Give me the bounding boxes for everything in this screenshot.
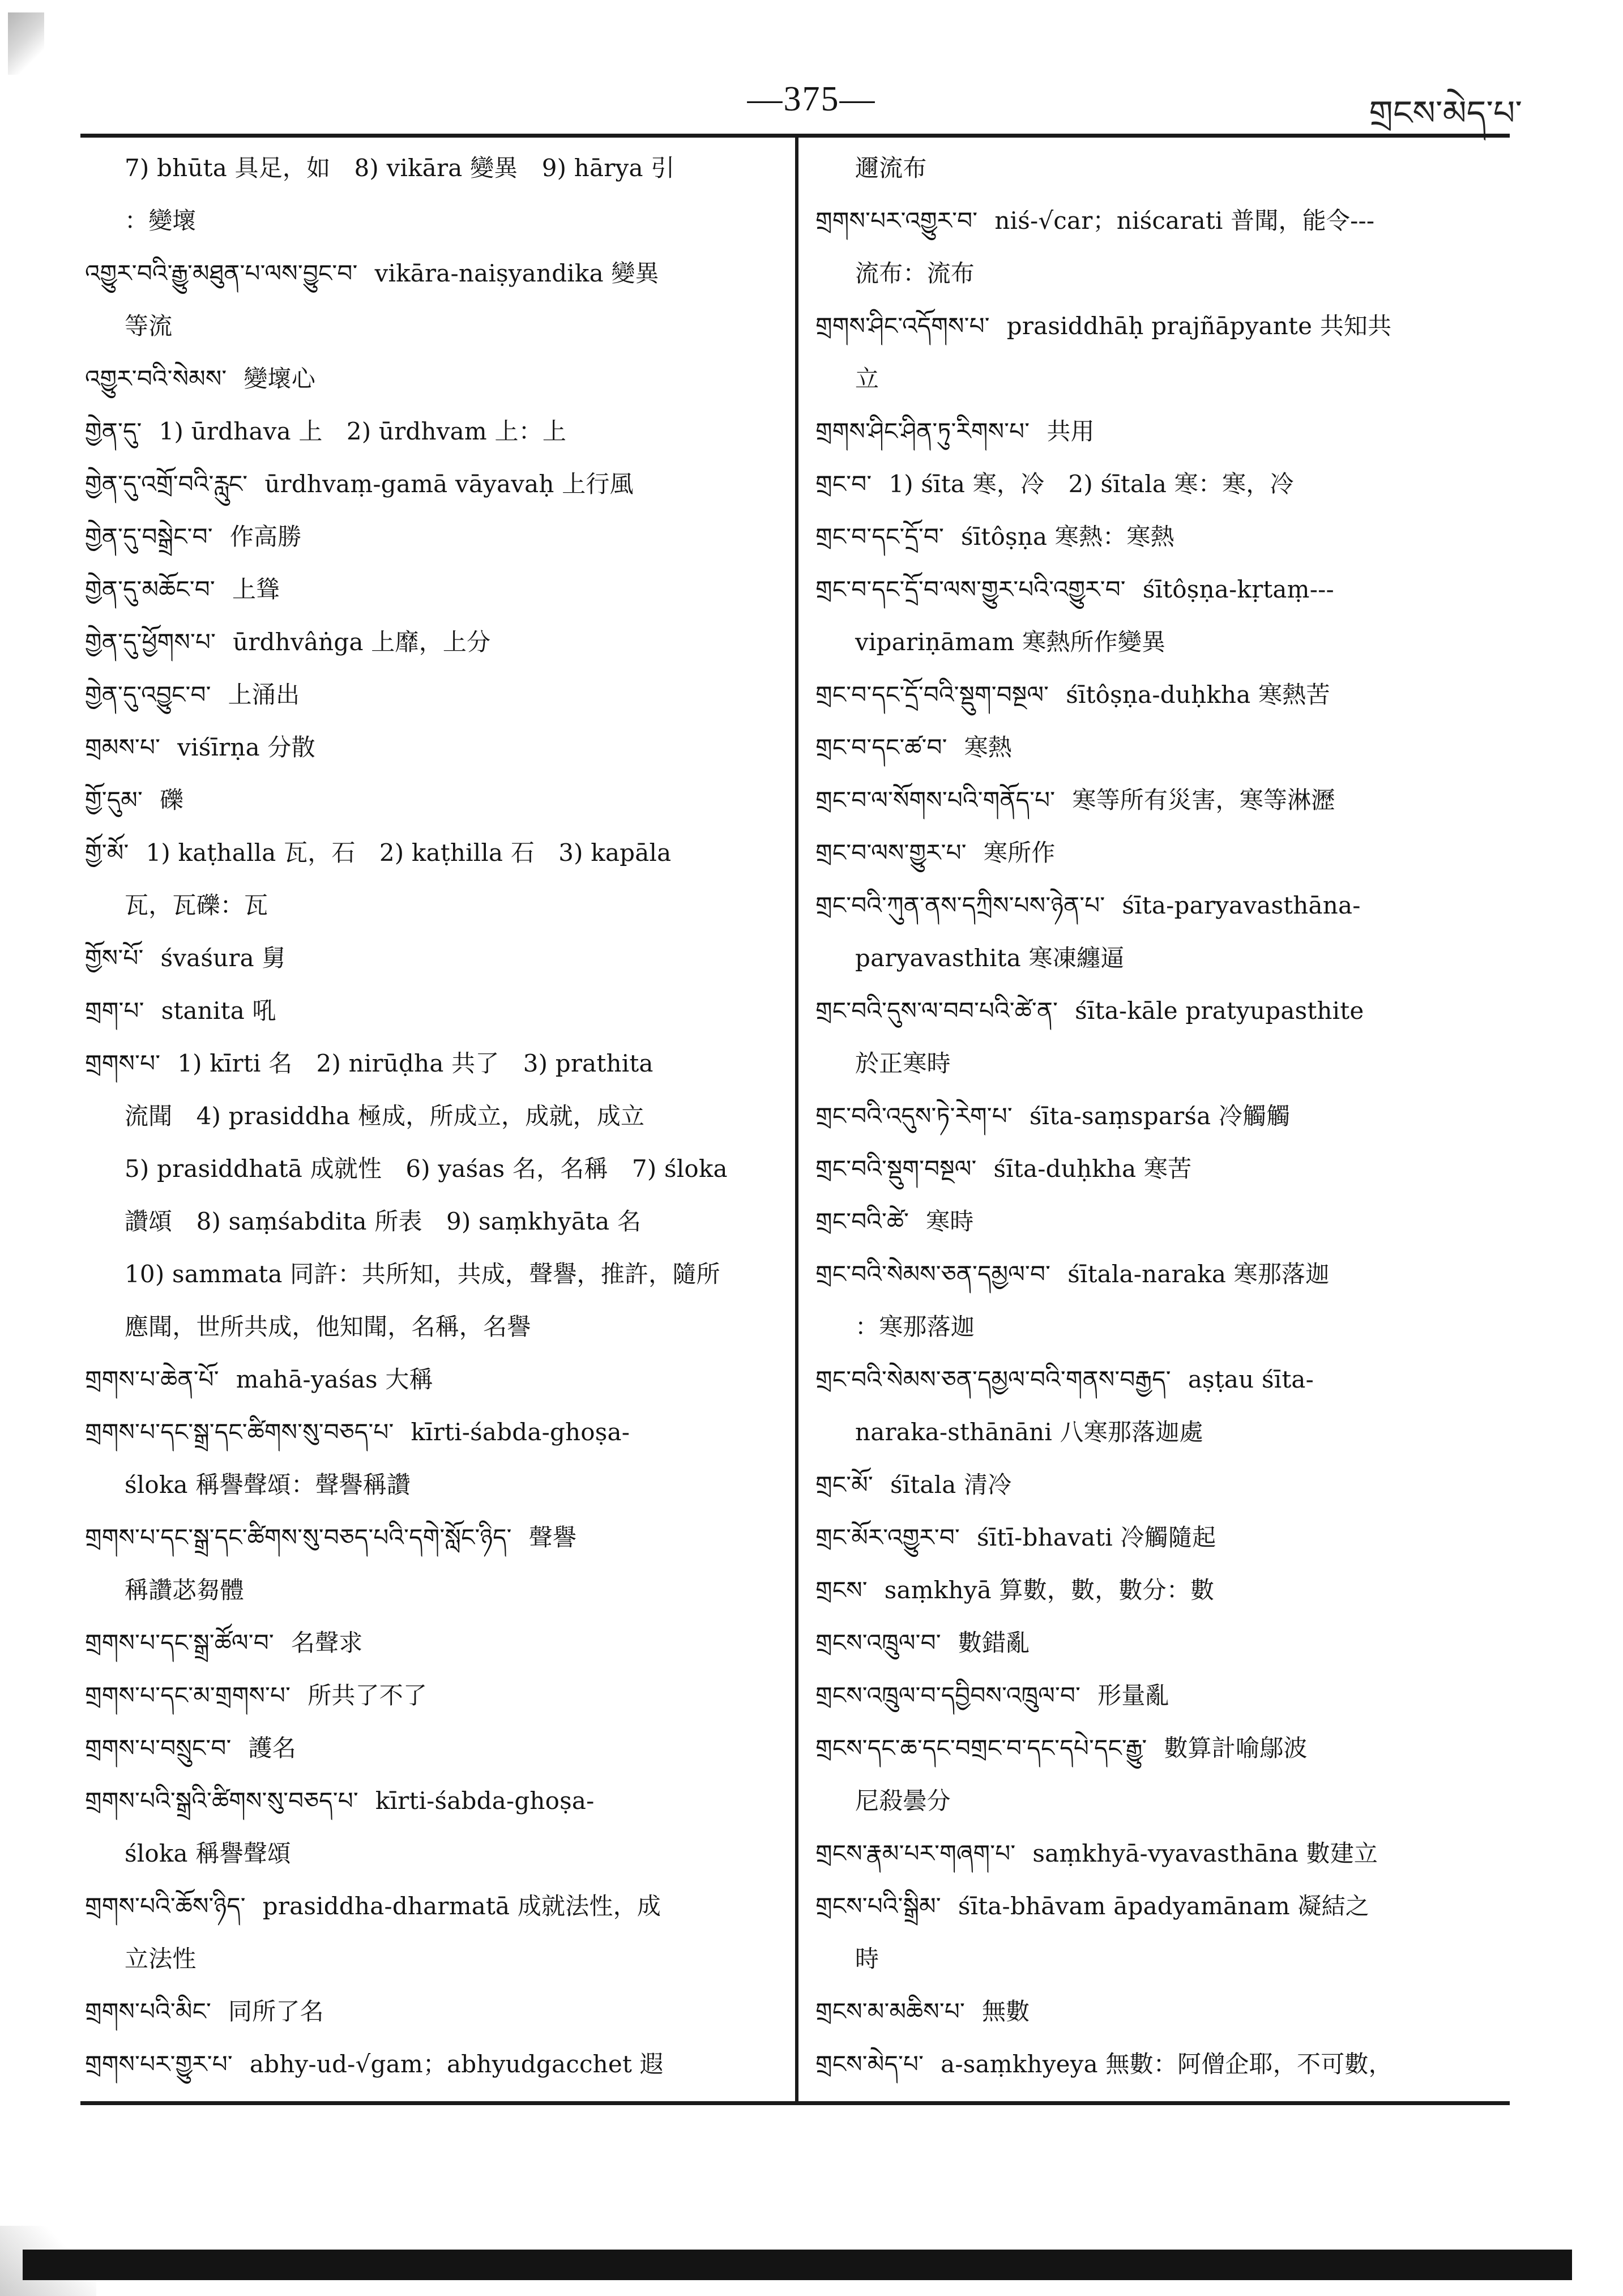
left-column (85, 142, 781, 2096)
entry-gloss: abhy-ud-√gam；abhyudgacchet 遐 (249, 2050, 664, 2078)
entry-gloss: 共用 (1047, 417, 1095, 445)
dictionary-entry (815, 1985, 1518, 2038)
dictionary-entry (85, 984, 781, 1037)
entry-gloss: 寒等所有災害，寒等淋瀝 (1072, 786, 1335, 814)
entry-continuation (85, 1458, 781, 1511)
tibetan-headword: གྲང་བ་དང་དྲོ་བ་ (815, 523, 945, 550)
entry-gloss: kīrti-śabda-ghoṣa- (411, 1418, 630, 1446)
entry-continuation (815, 247, 1518, 300)
entry-gloss: 應聞，世所共成，他知聞，名稱，名譽 (125, 1313, 531, 1341)
dictionary-entry (85, 1774, 781, 1827)
tibetan-headword: གྲང་བའི་སེམས་ཅན་དམྱལ་བ་ (815, 1260, 1051, 1288)
entry-gloss: śīta-bhāvam āpadyamānam 凝結之 (958, 1892, 1370, 1920)
dictionary-entry (85, 458, 781, 510)
tibetan-headword: གྲང་བའི་ཚེ་ (815, 1207, 909, 1235)
tibetan-headword: གྲང་བ་དང་དྲོ་བའི་སྡུག་བསྔལ་ (815, 681, 1049, 709)
column-divider (795, 137, 798, 2102)
dictionary-entry (85, 352, 781, 405)
entry-gloss: prasiddha-dharmatā 成就法性，成 (262, 1892, 661, 1920)
dictionary-entry (815, 1458, 1518, 1511)
tibetan-headword: གྲངས་མ་མཆིས་པ་ (815, 1998, 965, 2025)
entry-gloss: stanita 吼 (161, 997, 276, 1025)
entry-gloss: 邇流布 (855, 154, 927, 182)
entry-continuation (815, 142, 1518, 194)
tibetan-headword: གྲང་བ་དང་དྲོ་བ་ལས་གྱུར་པའི་འགྱུར་བ་ (815, 575, 1126, 603)
entry-gloss: 數算計喻鄔波 (1164, 1734, 1308, 1762)
dictionary-entry (815, 458, 1518, 510)
entry-gloss: śvaśura 舅 (160, 944, 286, 972)
tibetan-headword: གྱེན་དུ་མཆོང་བ་ (85, 575, 215, 603)
entry-gloss: śīta-saṃsparśa 冷觸觸 (1029, 1102, 1291, 1130)
tibetan-headword: གྱེན་དུ་བསྒྲེང་བ་ (85, 523, 213, 550)
tibetan-headword: གྲགས་པར་འགྱུར་བ་ (815, 207, 978, 234)
entry-continuation (85, 142, 781, 194)
entry-continuation (815, 1774, 1518, 1827)
entry-gloss: aṣṭau śīta- (1188, 1365, 1314, 1393)
entry-gloss: 7) bhūta 具足，如 8) vikāra 變異 9) hārya 引 (125, 154, 675, 182)
tibetan-headword: གྱེན་དུ་ཕྱོགས་པ་ (85, 628, 216, 656)
tibetan-headword: གྲགས་པའི་ཆོས་ཉིད་ (85, 1892, 246, 1920)
dictionary-entry (85, 1985, 781, 2038)
dictionary-entry (85, 1669, 781, 1722)
entry-gloss: 寒時 (926, 1207, 974, 1235)
tibetan-headword: གྲང་བའི་སྡུག་བསྔལ་ (815, 1155, 977, 1183)
entry-gloss: śīta-duḥkha 寒苦 (993, 1155, 1192, 1183)
entry-gloss: 1) ūrdhava 上 2) ūrdhvam 上：上 (159, 417, 567, 445)
entry-continuation (815, 1037, 1518, 1090)
tibetan-headword: གྲགས་ཤིང་འདོགས་པ་ (815, 312, 990, 340)
entry-gloss: a-saṃkhyeya 無數：阿僧企耶，不可數， (941, 2050, 1393, 2078)
dictionary-entry (85, 826, 781, 879)
tibetan-headword: གྲངས་འཁྲུལ་བ་ (815, 1629, 941, 1657)
entry-gloss: vipariṇāmam 寒熱所作變異 (855, 628, 1166, 656)
bottom-rule (80, 2101, 1510, 2105)
entry-gloss: ：變壞 (125, 207, 197, 234)
entry-continuation (85, 1932, 781, 1985)
entry-gloss: 寒熱 (964, 733, 1013, 761)
dictionary-entry (815, 405, 1518, 458)
dictionary-entry (85, 1880, 781, 1932)
tibetan-headword: གྲགས་ཤིང་ཤིན་ཏུ་རིགས་པ་ (815, 417, 1030, 445)
running-head: གྲངས་མེད་པ་ (1369, 93, 1522, 133)
entry-gloss: 流布：流布 (855, 259, 975, 287)
entry-continuation (815, 352, 1518, 405)
entry-gloss: paryavasthita 寒凍纏逼 (855, 944, 1125, 972)
dictionary-entry (815, 194, 1518, 247)
entry-continuation (85, 1827, 781, 1880)
entry-continuation (815, 1932, 1518, 1985)
entry-gloss: 等流 (125, 312, 173, 340)
entry-gloss: 讚頌 8) saṃśabdita 所表 9) saṃkhyāta 名 (125, 1207, 642, 1235)
entry-continuation (85, 1564, 781, 1616)
entry-gloss: 護名 (248, 1734, 296, 1762)
tibetan-headword: གྲངས་ (815, 1576, 868, 1604)
tibetan-headword: གྲགས་པ་ (85, 1049, 161, 1077)
entry-continuation (815, 616, 1518, 668)
dictionary-entry (815, 1722, 1518, 1774)
entry-gloss: 形量亂 (1097, 1682, 1169, 1709)
tibetan-headword: གྱོ་མོ་ (85, 839, 129, 867)
dictionary-entry (815, 563, 1518, 616)
tibetan-headword: གྲགས་པ་ཆེན་པོ་ (85, 1365, 219, 1393)
entry-gloss: 於正寒時 (855, 1049, 951, 1077)
tibetan-headword: གྱོས་པོ་ (85, 944, 144, 972)
entry-gloss: 數錯亂 (958, 1629, 1030, 1657)
tibetan-headword: གྲང་བའི་སེམས་ཅན་དམྱལ་བའི་གནས་བརྒྱད་ (815, 1365, 1171, 1393)
tibetan-headword: གྲགས་པའི་སྒྲའི་ཚིགས་སུ་བཅད་པ་ (85, 1787, 358, 1815)
entry-continuation (85, 1090, 781, 1142)
dictionary-entry (815, 1142, 1518, 1195)
entry-continuation (85, 1195, 781, 1248)
entry-gloss: 時 (855, 1945, 879, 1973)
tibetan-headword: གྲགས་པ་བསྲུང་བ་ (85, 1734, 232, 1762)
entry-continuation (85, 194, 781, 247)
entry-gloss: 瓦，瓦礫：瓦 (125, 891, 268, 919)
entry-gloss: 上涌出 (228, 681, 300, 709)
scan-bottom-bar (23, 2250, 1572, 2280)
tibetan-headword: གྲངས་འཁྲུལ་བ་དབྱིབས་འཁྲུལ་བ་ (815, 1682, 1081, 1709)
entry-gloss: 尼殺曇分 (855, 1787, 951, 1815)
entry-continuation (85, 1142, 781, 1195)
dictionary-entry (85, 1037, 781, 1090)
dictionary-entry (815, 668, 1518, 721)
tibetan-headword: གྲང་བ་དང་ཚ་བ་ (815, 733, 947, 761)
entry-gloss: 稱讚苾芻體 (125, 1576, 245, 1604)
tibetan-headword: གྲང་བའི་ཀུན་ནས་དཀྲིས་པས་ཉེན་པ་ (815, 891, 1105, 919)
tibetan-headword: གྲང་མོར་འགྱུར་བ་ (815, 1523, 960, 1551)
entry-gloss: 所共了不了 (307, 1682, 428, 1709)
tibetan-headword: གྲང་བའི་འདུས་ཏེ་རེག་པ་ (815, 1102, 1013, 1130)
dictionary-entry (85, 247, 781, 300)
dictionary-entry (85, 774, 781, 826)
entry-gloss: 無數 (981, 1998, 1030, 2025)
entry-continuation (85, 1248, 781, 1300)
tibetan-headword: འགྱུར་བའི་སེམས་ (85, 365, 227, 392)
entry-gloss: śloka 稱譽聲頌 (125, 1840, 292, 1867)
dictionary-entry (815, 984, 1518, 1037)
entry-gloss: 5) prasiddhatā 成就性 6) yaśas 名，名稱 7) śloka (125, 1155, 728, 1183)
dictionary-entry (85, 1511, 781, 1564)
dictionary-entry (815, 826, 1518, 879)
tibetan-headword: གྲམས་པ་ (85, 733, 161, 761)
page-number: —375— (747, 80, 876, 118)
tibetan-headword: གྲང་བའི་དུས་ལ་བབ་པའི་ཚེ་ན་ (815, 997, 1058, 1025)
tibetan-headword: གྲངས་རྣམ་པར་གཞག་པ་ (815, 1840, 1016, 1867)
entry-gloss: mahā-yaśas 大稱 (236, 1365, 433, 1393)
entry-gloss: śītôṣṇa-duḥkha 寒熱苦 (1066, 681, 1330, 709)
entry-gloss: prasiddhāḥ prajñāpyante 共知共 (1006, 312, 1392, 340)
entry-gloss: śīta-paryavasthāna- (1122, 891, 1361, 919)
entry-gloss: vikāra-naiṣyandika 變異 (374, 259, 659, 287)
entry-gloss: śītala 清冷 (890, 1471, 1012, 1499)
entry-gloss: 10) sammata 同許：共所知，共成，聲譽，推許，隨所 (125, 1260, 720, 1288)
dictionary-entry (815, 1195, 1518, 1248)
dictionary-entry (815, 1827, 1518, 1880)
tibetan-headword: གྲགས་པའི་མིང་ (85, 1998, 212, 2025)
tibetan-headword: གྲགས་པར་གྱུར་པ་ (85, 2050, 233, 2078)
tibetan-headword: གྲང་བ་ (815, 470, 872, 498)
tibetan-headword: འགྱུར་བའི་རྒྱུ་མཐུན་པ་ལས་བྱུང་བ་ (85, 259, 358, 287)
dictionary-entry (85, 563, 781, 616)
dictionary-entry (815, 1248, 1518, 1300)
dictionary-entry (85, 2038, 781, 2090)
dictionary-entry (85, 1616, 781, 1669)
dictionary-entry (815, 1616, 1518, 1669)
entry-gloss: 1) śīta 寒，冷 2) śītala 寒：寒，冷 (889, 470, 1294, 498)
tibetan-headword: གྲངས་དང་ཆ་དང་བགྲང་བ་དང་དཔེ་དང་རྒྱུ་ (815, 1734, 1147, 1762)
tibetan-headword: གྱེན་དུ་འགྲོ་བའི་རླུང་ (85, 470, 248, 498)
dictionary-entry (85, 932, 781, 984)
tibetan-headword: གྲངས་པའི་སྒྲིམ་ (815, 1892, 941, 1920)
entry-gloss: ūrdhvaṃ-gamā vāyavaḥ 上行風 (264, 470, 634, 498)
entry-gloss: śīta-kāle pratyupasthite (1075, 997, 1364, 1025)
entry-continuation (815, 932, 1518, 984)
tibetan-headword: གྲགས་པ་དང་སྒྲ་དང་ཚིགས་སུ་བཅད་པ་ (85, 1418, 394, 1446)
tibetan-headword: གྲགས་པ་དང་སྒྲ་དང་ཚིགས་སུ་བཅད་པའི་དགེ་སློང་ཉིད་ (85, 1523, 512, 1551)
dictionary-entry (815, 1564, 1518, 1616)
entry-gloss: viśīrṇa 分散 (177, 733, 315, 761)
entry-gloss: niś-√car；niścarati 普聞，能令--- (994, 207, 1375, 234)
entry-gloss: 名聲求 (291, 1629, 363, 1657)
dictionary-entry (85, 405, 781, 458)
entry-gloss: śītôṣṇa-kṛtaṃ--- (1142, 575, 1334, 603)
dictionary-entry (85, 510, 781, 563)
tibetan-headword: གྲང་བ་ལས་གྱུར་པ་ (815, 839, 967, 867)
tibetan-headword: གྲངས་མེད་པ་ (815, 2050, 924, 2078)
dictionary-entry (85, 721, 781, 774)
entry-gloss: 流聞 4) prasiddha 極成，所成立，成就，成立 (125, 1102, 645, 1130)
entry-gloss: śītôṣṇa 寒熱：寒熱 (961, 523, 1174, 550)
entry-gloss: saṃkhyā-vyavasthāna 數建立 (1032, 1840, 1378, 1867)
dictionary-entry (815, 774, 1518, 826)
entry-gloss: 礫 (160, 786, 184, 814)
tibetan-headword: གྲག་པ་ (85, 997, 144, 1025)
entry-gloss: 1) kīrti 名 2) nirūḍha 共了 3) prathita (177, 1049, 654, 1077)
dictionary-entry (815, 1511, 1518, 1564)
dictionary-entry (85, 616, 781, 668)
entry-gloss: saṃkhyā 算數，數，數分：數 (884, 1576, 1215, 1604)
tibetan-headword: གྱོ་དུམ་ (85, 786, 143, 814)
tibetan-headword: གྱེན་དུ་ (85, 417, 142, 445)
dictionary-entry (85, 1353, 781, 1406)
dictionary-entry (815, 300, 1518, 352)
entry-gloss: 作高勝 (229, 523, 302, 550)
entry-continuation (815, 1300, 1518, 1353)
dictionary-entry (815, 879, 1518, 932)
entry-gloss: ：寒那落迦 (855, 1313, 975, 1341)
dictionary-entry (85, 668, 781, 721)
entry-gloss: 上聳 (232, 575, 280, 603)
entry-gloss: 寒所作 (983, 839, 1056, 867)
entry-gloss: naraka-sthānāni 八寒那落迦處 (855, 1418, 1203, 1446)
entry-gloss: śītala-naraka 寒那落迦 (1067, 1260, 1330, 1288)
dictionary-entry (815, 1090, 1518, 1142)
entry-continuation (85, 879, 781, 932)
dictionary-entry (85, 1406, 781, 1458)
entry-gloss: śītī-bhavati 冷觸隨起 (977, 1523, 1216, 1551)
entry-gloss: 變壞心 (244, 365, 316, 392)
dictionary-entry (815, 1353, 1518, 1406)
scan-corner-mark (8, 12, 44, 75)
tibetan-headword: གྱེན་དུ་འབྱུང་བ་ (85, 681, 211, 709)
entry-gloss: ūrdhvâṅga 上靡，上分 (233, 628, 491, 656)
dictionary-entry (815, 2038, 1518, 2090)
entry-gloss: 1) kaṭhalla 瓦，石 2) kaṭhilla 石 3) kapāla (146, 839, 672, 867)
dictionary-entry (815, 1880, 1518, 1932)
dictionary-entry (815, 510, 1518, 563)
entry-gloss: śloka 稱譽聲頌：聲譽稱讚 (125, 1471, 411, 1499)
entry-continuation (85, 300, 781, 352)
dictionary-entry (85, 1722, 781, 1774)
entry-gloss: 立法性 (125, 1945, 197, 1973)
tibetan-headword: གྲགས་པ་དང་སྒྲ་ཚོལ་བ་ (85, 1629, 274, 1657)
entry-gloss: 同所了名 (228, 1998, 324, 2025)
tibetan-headword: གྲང་བ་ལ་སོགས་པའི་གནོད་པ་ (815, 786, 1056, 814)
entry-gloss: 立 (855, 365, 879, 392)
tibetan-headword: གྲང་མོ་ (815, 1471, 873, 1499)
entry-continuation (85, 1300, 781, 1353)
entry-continuation (815, 1406, 1518, 1458)
dictionary-entry (815, 721, 1518, 774)
entry-gloss: 聲譽 (528, 1523, 577, 1551)
dictionary-entry (815, 1669, 1518, 1722)
tibetan-headword: གྲགས་པ་དང་མ་གྲགས་པ་ (85, 1682, 291, 1709)
right-column (815, 142, 1518, 2096)
entry-gloss: kīrti-śabda-ghoṣa- (375, 1787, 595, 1815)
